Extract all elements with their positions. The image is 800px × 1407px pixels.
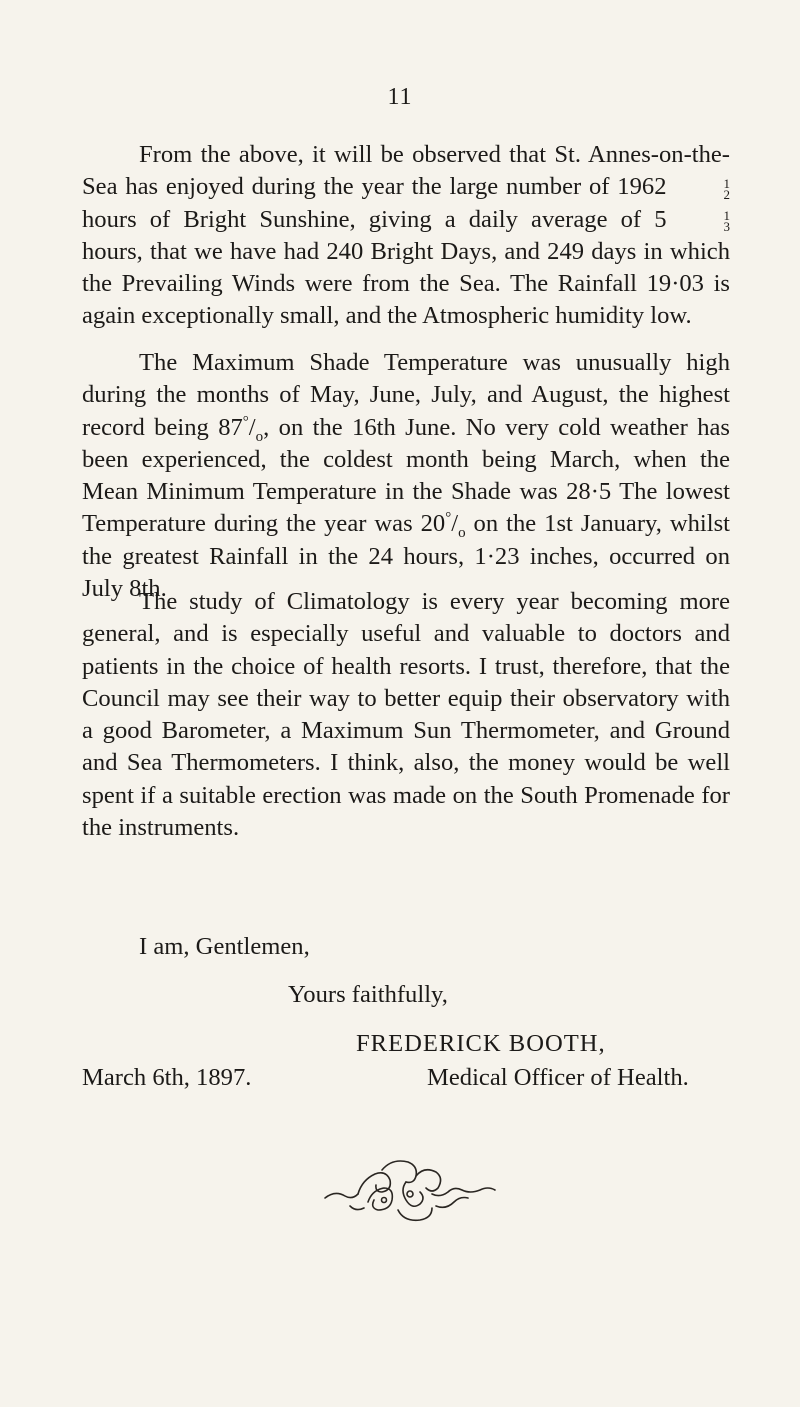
signatory-name: FREDERICK BOOTH, [356,1030,606,1057]
page-number: 11 [387,84,413,110]
salutation: I am, Gentlemen, [139,933,310,960]
p1-part2: hours of Bright Sunshine, giving a daily average of 5 [82,205,667,233]
p2-part3: on the 1st January, whilst the greatest Rainfall in the 24 hours, 1·23 inches, occurred on July 8th. [82,510,730,603]
degree-sign: ° [242,413,249,430]
signatory-title: Medical Officer of Health. [427,1064,689,1091]
paragraph-climatology [82,586,730,844]
sub-o: o [458,525,466,542]
p2-part2: , on the 16th June. No very cold weather has been experienced, the coldest month being March, when the Mean Minimum Temperature in the Shade was 28·5 The lowest Temperature during the year was 20 [82,413,730,538]
p1-part3: hours, that we have had 240 Bright Days, and 249 days in which the Prevailing Winds were from the Sea. The Rainfall 19·03 is again exceptionally small, and the Atmospheric humidity low. [82,237,730,330]
valediction: Yours faithfully, [288,981,448,1008]
fraction-one-half [667,175,731,202]
degree-sign: ° [445,510,452,527]
fraction-numerator: 1 [723,207,730,223]
p2-part1: The Maximum Shade Temperature was unusually high during the months of May, June, July, and August, the highest record being 87 [82,349,730,441]
paragraph-1-text [82,139,730,333]
fraction-one-third [667,207,731,234]
decorative-flourish-icon [320,1150,500,1230]
fraction-numerator: 1 [723,175,730,191]
paragraph-3-text: The study of Climatology is every year becoming more general, and is especially useful and valuable to doctors and patients in the choice of health resorts. I trust, therefore, that the Council may see their way to better equip their observatory with a good Barometer, a Maximum Sun Thermometer, and Ground and Sea Thermometers. I think, also, the money would be well spent if a suitable erection was made on the South Promenade for the instruments. [82,588,730,842]
paragraph-2-text [82,347,730,605]
fraction-denominator: 3 [723,218,730,234]
paragraph-sunshine-summary [82,139,730,333]
paragraph-temperature [82,347,730,605]
p1-part1: From the above, it will be observed that St. Annes-on-the-Sea has enjoyed during the year the large number of 1962 [82,141,730,201]
slash: / [451,510,459,538]
fraction-denominator: 2 [723,186,730,202]
slash: / [248,413,256,441]
sub-o: o [255,428,264,445]
letter-date: March 6th, 1897. [82,1064,252,1091]
